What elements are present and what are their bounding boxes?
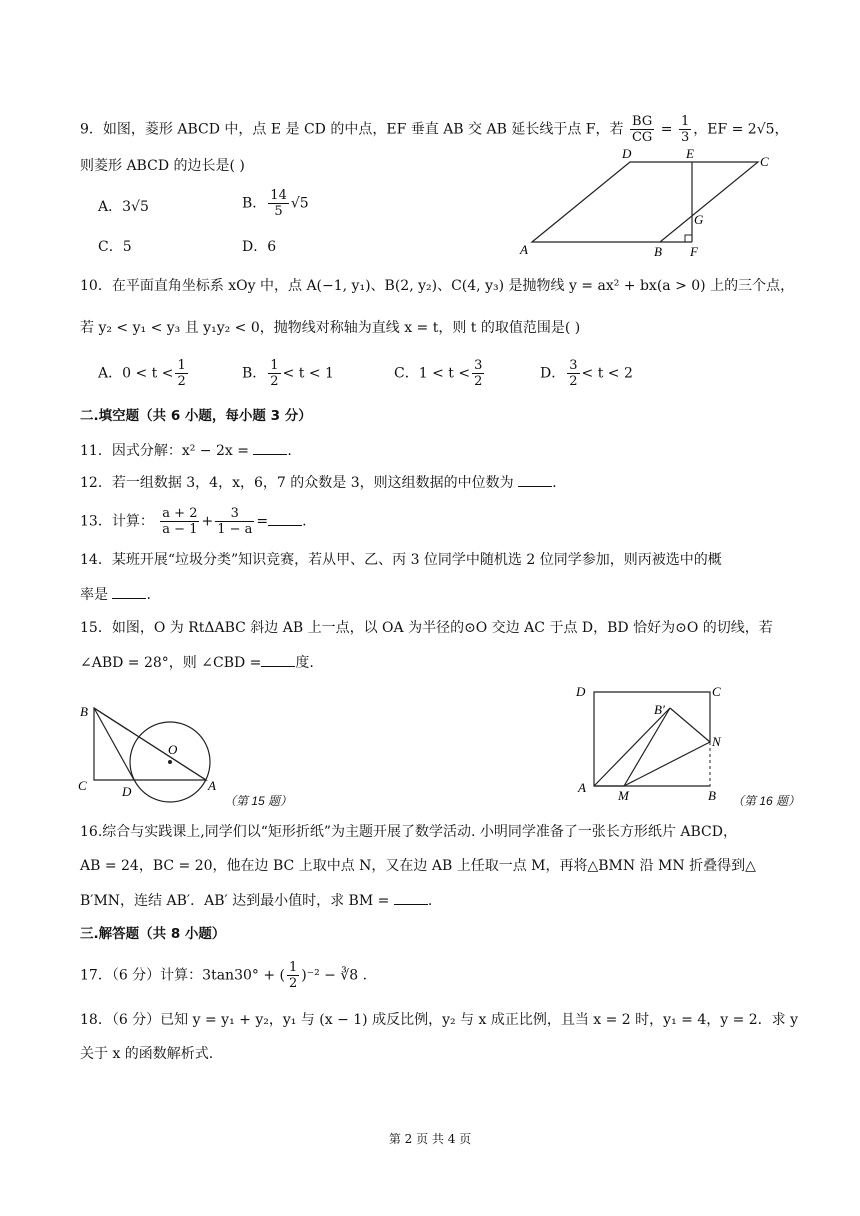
page-footer: 第 2 页 共 4 页 xyxy=(388,1132,472,1146)
section-solve-heading: 三.解答题（共 8 小题） xyxy=(80,926,226,942)
q16-label-n: N xyxy=(712,734,721,749)
q16-line1: 16.综合与实践课上,同学们以“矩形折纸”为主题开展了数学活动. 小明同学准备了一张长方形纸片 ABCD， xyxy=(80,824,737,840)
q10-line1: 10．在平面直角坐标系 xOy 中，点 A(−1, y₁)、B(2, y₂)、C(4, y₃) 是抛物线 y = ax² + bx(a > 0) 上的三个点， xyxy=(80,278,795,294)
q16-rectangle-figure xyxy=(572,680,782,802)
q14-line1: 14．某班开展“垃圾分类”知识竞赛，若从甲、乙、丙 3 位同学中随机选 2 位同学参加，则丙被选中的概 xyxy=(80,552,722,568)
q16-label-d: D xyxy=(576,684,586,699)
q11: 11．因式分解：x² − 2x = . xyxy=(80,440,292,461)
q10-option-a: A．0 < t < $\frac{1}{2}$ xyxy=(98,358,186,389)
q15-caption: （第 15 题） xyxy=(224,794,293,808)
q9-label-d: D xyxy=(622,146,632,161)
q16-label-m: M xyxy=(618,788,629,802)
q15-label-d: D xyxy=(122,784,132,799)
q15-line1: 15．如图，O 为 RtΔABC 斜边 AB 上一点，以 OA 为半径的⊙O 交边 AC 于点 D，BD 恰好为⊙O 的切线，若 xyxy=(80,620,773,636)
q9-option-c: C．5 xyxy=(98,239,132,255)
q16-line3: B′MN，连结 AB′．AB′ 达到最小值时，求 BM = . xyxy=(80,890,432,911)
q9-option-a: A．3√5 xyxy=(98,199,149,215)
answer-blank[interactable] xyxy=(261,652,295,667)
q15-label-a: A xyxy=(208,778,216,793)
q17: 17．（6 分）计算：3tan30° + ( $\frac{1}{2}$ )⁻² − ∛8 . xyxy=(80,960,368,991)
q10-option-c: C．1 < t < $\frac{3}{2}$ xyxy=(394,358,483,389)
q9-label-e: E xyxy=(686,146,694,161)
q9-text: 9．如图，菱形 ABCD 中，点 E 是 CD 的中点，EF 垂直 AB 交 AB 延长线于点 F，若 xyxy=(80,121,624,138)
q16-label-c: C xyxy=(712,684,721,699)
q16-label-a: A xyxy=(578,780,586,795)
q9-line2: 则菱形 ABCD 的边长是( ) xyxy=(80,158,245,174)
q16-label-bprime: B′ xyxy=(654,702,665,717)
q16-label-b: B xyxy=(708,788,716,802)
q15-label-o: O xyxy=(168,742,178,757)
answer-blank[interactable] xyxy=(253,440,287,455)
q16-caption: （第 16 题） xyxy=(732,794,801,808)
q9-option-b: B． $\frac{14}{5}$ √5 xyxy=(242,188,309,219)
equals-sign: = xyxy=(660,121,673,138)
q9-line1 xyxy=(80,114,789,145)
q9-third-fraction: $\frac{1}{3}$ xyxy=(680,114,690,145)
answer-blank[interactable] xyxy=(518,472,552,487)
q9-label-g: G xyxy=(694,212,704,227)
q15-label-b: B xyxy=(80,704,88,719)
q9-label-c: C xyxy=(760,154,769,169)
q15-line2: ∠ABD = 28°，则 ∠CBD = 度. xyxy=(80,652,314,673)
q18-line2: 关于 x 的函数解析式. xyxy=(80,1046,214,1062)
answer-blank[interactable] xyxy=(394,890,428,905)
q10-option-b: B． $\frac{1}{2}$ < t < 1 xyxy=(242,358,334,389)
q18-line1: 18．（6 分）已知 y = y₁ + y₂，y₁ 与 (x − 1) 成反比例，y₂ 与 x 成正比例，且当 x = 2 时，y₁ = 4，y = 2．求 y xyxy=(80,1012,799,1028)
q9-rhombus-figure xyxy=(510,146,780,258)
q10-line2: 若 y₂ < y₁ < y₃ 且 y₁y₂ < 0，抛物线对称轴为直线 x = t，则 t 的取值范围是( ) xyxy=(80,320,581,336)
q13: 13．计算： $\frac{a + 2}{a - 1}$ + $\frac{3}{1 - a}$ = . xyxy=(80,506,307,537)
q9-ef: ，EF = 2√5， xyxy=(693,121,789,138)
q14-line2: 率是 . xyxy=(80,584,151,605)
q9-option-d: D．6 xyxy=(242,239,277,255)
q9-label-f: F xyxy=(690,244,698,258)
answer-blank[interactable] xyxy=(112,584,146,599)
q9-ratio-fraction: $\frac{BG}{CG}$ xyxy=(631,114,653,145)
q10-option-d: D． $\frac{3}{2}$ < t < 2 xyxy=(540,358,633,389)
q16-line2: AB = 24，BC = 20，他在边 BC 上取中点 N，又在边 AB 上任取一点 M，再将△BMN 沿 MN 折叠得到△ xyxy=(80,858,756,874)
q15-label-c: C xyxy=(78,778,87,793)
q9-label-b: B xyxy=(654,244,662,258)
section-fill-in-heading: 二.填空题（共 6 小题，每小题 3 分） xyxy=(80,408,312,424)
answer-blank[interactable] xyxy=(268,511,302,526)
q9-label-a: A xyxy=(520,242,528,257)
q12: 12．若一组数据 3，4，x，6，7 的众数是 3，则这组数据的中位数为 . xyxy=(80,472,557,493)
